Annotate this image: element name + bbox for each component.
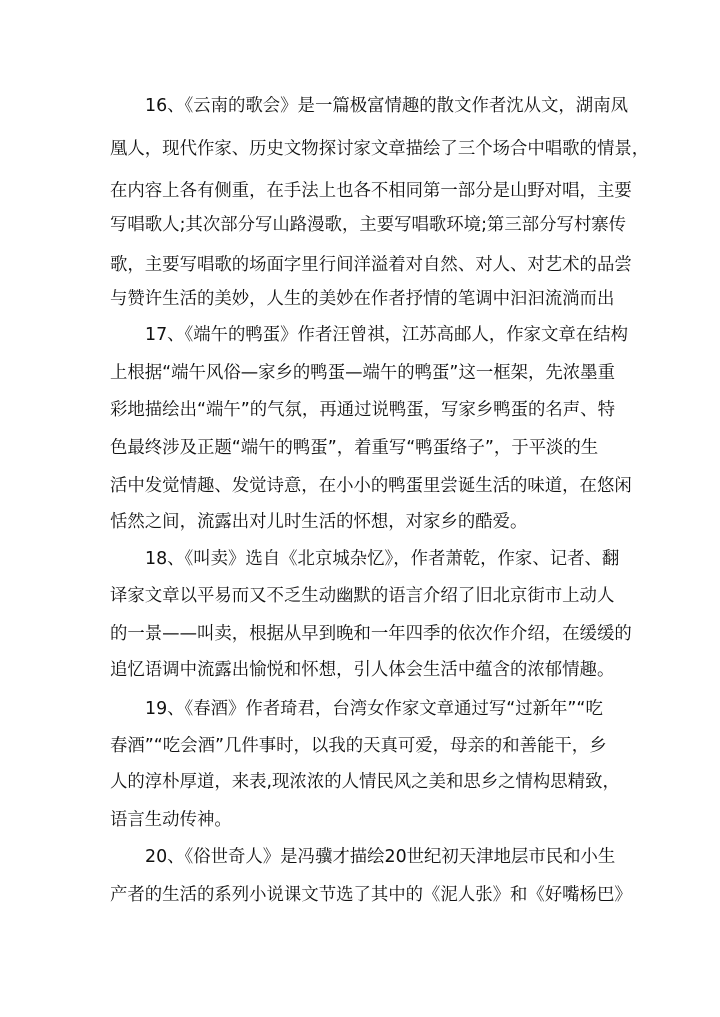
paragraph-17-line-4: 色最终涉及正题“端午的鸭蛋”，着重写“鸭蛋络子”，于平淡的生 (110, 438, 599, 458)
paragraph-16-line-2: 凰人，现代作家、历史文物探讨家文章描绘了三个场合中唱歌的情景， (110, 139, 650, 159)
paragraph-19-line-2: 春酒”“吃会酒”几件事时，以我的天真可爱，母亲的和善能干，乡 (110, 736, 607, 756)
paragraph-16-line-1: 16、《云南的歌会》是一篇极富情趣的散文作者沈从文，湖南凤 (145, 96, 628, 116)
paragraph-17-line-5: 活中发觉情趣、发觉诗意，在小小的鸭蛋里尝诞生活的味道，在悠闲 (110, 476, 632, 496)
paragraph-18-line-3: 的一景——叫卖，根据从早到晚和一年四季的依次作介绍，在缓缓的 (110, 624, 632, 644)
paragraph-16-line-3: 在内容上各有侧重，在手法上也各不相同第一部分是山野对唱，主要 (110, 181, 632, 201)
paragraph-16-line-5: 歌，主要写唱歌的场面字里行间洋溢着对自然、对人、对艺术的品尝 (110, 255, 632, 275)
paragraph-16-line-6: 与赞许生活的美妙，人生的美妙在作者抒情的笔调中汩汩流淌而出 (110, 289, 615, 309)
paragraph-17-line-6: 恬然之间，流露出对儿时生活的怀想，对家乡的酷爱。 (110, 512, 528, 532)
paragraph-18-line-4: 追忆语调中流露出愉悦和怀想，引人体会生活中蕴含的浓郁情趣。 (110, 660, 615, 680)
paragraph-17-line-1: 17、《端午的鸭蛋》作者汪曾祺，江苏高邮人，作家文章在结构 (145, 325, 628, 345)
paragraph-20-line-1: 20、《俗世奇人》是冯骥才描绘20世纪初天津地层市民和小生 (145, 847, 616, 867)
paragraph-16-line-4: 写唱歌人;其次部分写山路漫歌，主要写唱歌环境;第三部分写村寨传 (110, 215, 627, 235)
paragraph-18-line-1: 18、《叫卖》选自《北京城杂忆》，作者萧乾，作家、记者、翻 (145, 549, 620, 569)
paragraph-20-line-2: 产者的生活的系列小说课文节选了其中的《泥人张》和《好嘴杨巴》 (110, 885, 632, 905)
paragraph-19-line-1: 19、《春酒》作者琦君，台湾女作家文章通过写“过新年”“吃 (145, 699, 603, 719)
paragraph-18-line-2: 译家文章以平易而又不乏生动幽默的语言介绍了旧北京街市上动人 (110, 586, 615, 606)
paragraph-19-line-3: 人的淳朴厚道，来表,现浓浓的人情民风之美和思乡之情构思精致， (110, 772, 620, 792)
paragraph-19-line-4: 语言生动传神。 (110, 810, 232, 830)
paragraph-17-line-2: 上根据“端午风俗—家乡的鸭蛋—端午的鸭蛋”这一框架，先浓墨重 (110, 363, 615, 383)
paragraph-17-line-3: 彩地描绘出“端午”的气氛，再通过说鸭蛋，写家乡鸭蛋的名声、特 (110, 400, 615, 420)
